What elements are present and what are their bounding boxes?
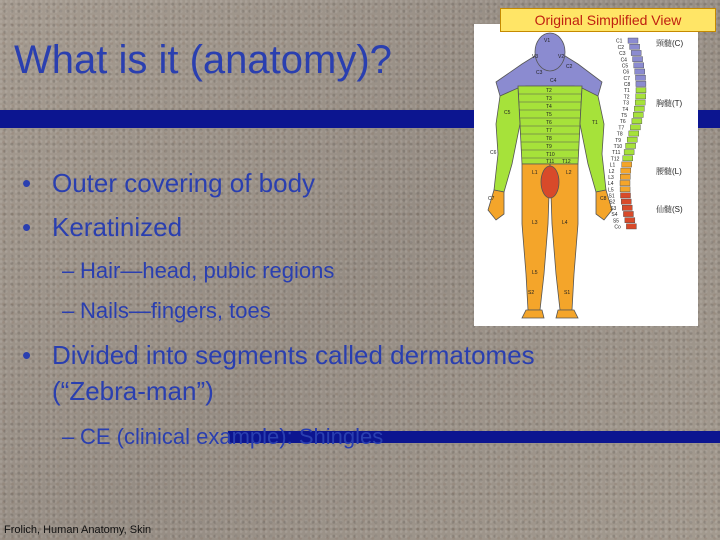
spine-level-label: Co [614,224,621,231]
vertebra [628,38,638,43]
dermatome-label: V1 [544,38,551,44]
dermatome-label: C7 [488,196,495,202]
bullet-marker: • [22,168,32,198]
spine-level-label: C3 [619,51,626,58]
dermatome-label: T6 [546,120,552,126]
vertebra [630,44,640,49]
dermatome-label: T9 [546,144,552,150]
spine-level-label: T11 [612,150,621,157]
dermatome-label: T12 [562,159,571,165]
vertebra [620,174,630,179]
dermatome-label: C6 [490,150,497,156]
sub-bullet-marker: – [62,258,75,283]
dermatome-label: S2 [528,290,535,296]
sub-bullet-marker: – [62,298,75,323]
vertebra [636,81,646,86]
vertebra [621,168,631,173]
dermatome-label: T8 [546,136,552,142]
vertebra [620,187,630,192]
vertebra [626,143,636,148]
left-hand-dermatome [488,190,504,220]
dermatome-label: C4 [550,78,557,84]
bullet-item [22,168,315,199]
vertebra [624,149,634,154]
vertebra [631,50,641,55]
spinal-region-label: 胸髄(T) [656,99,683,108]
spine-level-label: C8 [623,82,631,89]
spine-level-label: S4 [611,212,618,219]
dermatome-illustration [474,24,698,326]
vertebra [626,224,636,229]
spine-level-label: C6 [622,69,630,76]
bullet-continuation [52,376,214,407]
dermatome-label: T2 [546,88,552,94]
spine-level-label: S1 [608,193,615,200]
spinal-region-label: 頸髄(C) [656,39,684,48]
vertebra [625,218,635,223]
spine-level-label: T6 [619,119,626,126]
vertebra [629,131,639,136]
dermatome-label: T4 [546,104,552,110]
spine-level-label: T8 [616,131,623,138]
dermatome-label: C5 [504,110,511,116]
spine-level-label: L2 [608,168,615,175]
bullet-text: Keratinized [52,212,183,242]
sub-bullet-text: Nails—fingers, toes [80,298,271,323]
vertebra [632,119,642,124]
bullet-marker: • [22,340,32,370]
dermatome-figure [474,24,698,326]
vertebra [636,75,646,80]
dermatome-label: C2 [566,64,573,70]
spine-level-label: C5 [621,63,629,70]
dermatome-label: V2 [558,54,565,60]
dermatome-label: V3 [532,54,539,60]
dermatome-label: C3 [536,70,543,76]
vertebra [636,88,646,93]
bullet-text: Outer covering of body [52,168,316,198]
dermatome-label: L3 [532,220,538,226]
spine-level-label: T7 [618,125,625,132]
spine-level-label: C7 [623,75,630,82]
spine-level-label: S5 [612,218,619,225]
slide-title: What is it (anatomy)? [14,38,392,82]
sub-bullet-marker: – [62,424,75,449]
spine-level-label: S3 [610,205,617,212]
sacral-dermatome [541,166,559,198]
dermatome-label: T5 [546,112,552,118]
vertebra [623,211,633,216]
vertebra [621,199,631,204]
spine-level-label: L5 [608,187,614,194]
spinal-region-label: 腰髄(L) [656,167,682,176]
vertebra [627,137,637,142]
sub-bullet-item [62,424,383,450]
vertebra [633,112,643,117]
vertebra [634,106,644,111]
dermatome-label: T11 [546,159,555,165]
spine-level-label: L1 [609,162,616,169]
spine-level-label: T2 [623,94,630,101]
spine-level-label: T4 [622,106,629,113]
spine-level-label: T10 [613,143,623,150]
sub-bullet-text: Hair—head, pubic regions [80,258,335,283]
dermatome-label: T1 [592,120,598,126]
spinal-region-label: 仙髄(S) [656,205,683,214]
sub-bullet-item [62,298,271,324]
bullet-item [22,340,535,371]
dermatome-label: T3 [546,96,552,102]
vertebra [635,100,645,105]
vertebra [636,94,646,99]
vertebra [620,193,630,198]
bullet-marker: • [22,212,32,242]
dermatome-label: L4 [562,220,568,226]
right-foot [556,310,578,318]
vertebra [623,156,633,161]
bullet-text: (“Zebra-man”) [52,376,214,406]
vertebra [635,69,645,74]
spine-level-label: S2 [609,199,616,206]
bullet-text: Divided into segments called dermatomes [52,340,535,370]
dermatome-label: T7 [546,128,552,134]
slide-footer: Frolich, Human Anatomy, Skin [4,524,152,536]
spine-level-label: T1 [623,88,630,95]
left-arm-dermatome [494,88,520,192]
simplified-view-badge: Original Simplified View [500,8,716,32]
left-foot [522,310,544,318]
spine-level-label: T5 [621,113,628,120]
dermatome-label: L2 [566,170,572,176]
sub-bullet-item [62,258,334,284]
vertebra [620,180,630,185]
spine-level-label: T3 [623,100,630,107]
dermatome-label: S1 [564,290,571,296]
spine-level-label: C1 [616,38,623,45]
dermatome-label: L5 [532,270,538,276]
sub-bullet-text: CE (clinical example): Shingles [80,424,384,449]
spine-level-label: C4 [620,57,627,64]
vertebra [634,63,644,68]
spine-level-label: L3 [608,174,614,181]
vertebra [622,205,632,210]
vertebra [630,125,640,130]
dermatome-label: C8 [600,196,607,202]
vertebra [633,57,643,62]
right-arm-dermatome [580,88,606,192]
bullet-item [22,212,182,243]
dermatome-label: T10 [546,152,555,158]
vertebra [622,162,632,167]
spine-level-label: L4 [608,181,614,188]
dermatome-label: L1 [532,170,538,176]
spine-level-label: T9 [615,137,622,144]
spine-level-label: T12 [610,156,620,163]
spine-level-label: C2 [617,44,625,51]
